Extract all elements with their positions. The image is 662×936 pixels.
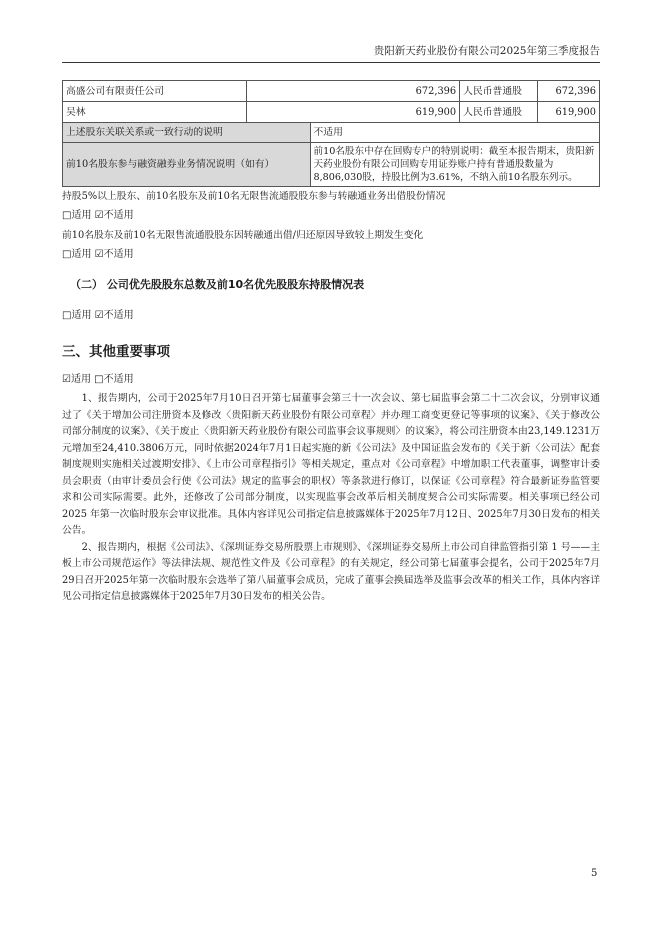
- share-qty: 619,900: [538, 102, 600, 123]
- holder-shares: 619,900: [246, 102, 460, 123]
- holder-name: 高盛公司有限责任公司: [63, 81, 247, 102]
- change-title: 前10名股东及前10名无限售流通股股东因转融通出借/归还原因导致较上期发生变化: [62, 230, 424, 241]
- margin-label: 前10名股东参与融资融券业务情况说明（如有）: [63, 143, 311, 187]
- page-number: 5: [591, 868, 598, 879]
- margin-value: 前10名股东中存在回购专户的特别说明：截至本报告期末，贵阳新天药业股份有限公司回购专用证券账户持有普通股数量为8,806,030股，持股比例为3.61%，不纳入前10名股东列示。: [310, 143, 600, 187]
- holder-shares: 672,396: [246, 81, 460, 102]
- preferred-checkbox: □适用 ☑不适用: [62, 310, 134, 321]
- holders-table: [62, 80, 600, 123]
- holder-name: 吴林: [63, 102, 247, 123]
- related-label: 上述股东关联关系或一致行动的说明: [63, 123, 311, 143]
- other-matters-checkbox: ☑适用 □不适用: [62, 374, 134, 385]
- share-qty: 672,396: [538, 81, 600, 102]
- other-matters-body: [62, 391, 600, 606]
- related-value: 不适用: [310, 123, 600, 143]
- table-row: [63, 123, 600, 143]
- lending-checkbox: □适用 ☑不适用: [62, 210, 134, 221]
- lending-title: 持股5%以上股东、前10名股东及前10名无限售流通股股东参与转融通业务出借股份情况: [62, 191, 446, 202]
- paragraph-2: 2、报告期内，根据《公司法》、《深圳证券交易所股票上市规则》、《深圳证券交易所上市公司自律监管指引第 1 号——主板上市公司规范运作》等法律法规、规范性文件及《公司章程》的有关规定，经公司第七届董事会提名，公司于2025年7月29日召开2025年第一次临时股东会选举了第八届董事会成员，完成了董事会换届选举及监事会改革的相关工作，具体内容详见公司指定信息披露媒体于2025年7月30日发布的相关公告。: [62, 541, 600, 602]
- notes-table: [62, 122, 600, 187]
- share-type: 人民币普通股: [460, 102, 538, 123]
- page-header: 贵阳新天药业股份有限公司2025年第三季度报告: [62, 44, 600, 63]
- preferred-heading: （二） 公司优先股股东总数及前10名优先股股东持股情况表: [70, 278, 365, 291]
- table-row: [63, 143, 600, 187]
- section-heading: 三、其他重要事项: [62, 344, 170, 360]
- paragraph-1: 1、报告期内，公司于2025年7月10日召开第七届董事会第三十一次会议、第七届监事会第二十二次会议，分别审议通过了《关于增加公司注册资本及修改〈贵阳新天药业股份有限公司章程〉并办理工商变更登记等事项的议案》、《关于修改公司部分制度的议案》、《关于废止〈贵阳新天药业股份有限公司监事会议事规则〉的议案》，将公司注册资本由23,149.1231万元增加至24,410.3806万元，同时依据2024年7月1日起实施的新《公司法》及中国证监会发布的《关于新〈公司法〉配套制度规则实施相关过渡期安排》、《上市公司章程指引》等相关规定，重点对《公司章程》中增加职工代表董事，调整审计委员会职责（由审计委员会行使《公司法》规定的监事会的职权）等条款进行修订，以保证《公司章程》符合最新证券监管要求和公司实际需要。此外，还修改了公司部分制度，以实现监事会改革后相关制度契合公司实际需要。相关事项已经公司 2025 年第一次临时股东会审议批准。具体内容详见公司指定信息披露媒体于2025年7月12日、2025年7月30日发布的相关公告。: [62, 393, 600, 536]
- change-checkbox: □适用 ☑不适用: [62, 249, 134, 260]
- share-type: 人民币普通股: [460, 81, 538, 102]
- table-row: [63, 102, 600, 123]
- table-row: [63, 81, 600, 102]
